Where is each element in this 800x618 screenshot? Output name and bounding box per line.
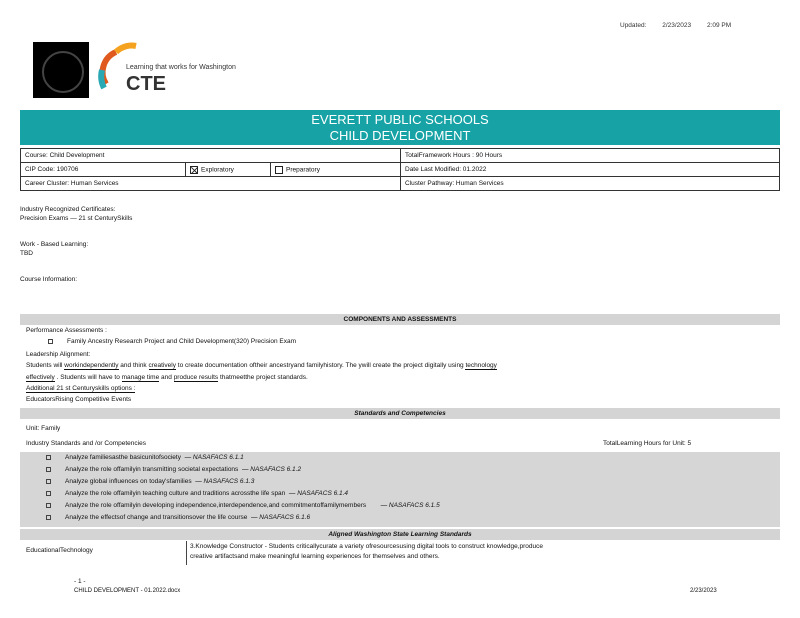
wbl-label: Work - Based Learning: [20, 241, 89, 248]
bullet-icon [46, 515, 51, 520]
leadership-line-1: Students will workindependently and think creatively to create documentation oftheir ancestryand familyhistory. The ywill create the project digitally using technology [26, 362, 497, 369]
cluster-pathway-cell: Cluster Pathway: Human Services [401, 177, 780, 191]
preparatory-cell: Preparatory [271, 163, 401, 177]
cte-logo [94, 40, 264, 98]
course-cell: Course: Child Development [21, 149, 401, 163]
aligned-right-line-2: creative artifactsand make meaningful learning experiences for themselves and others. [190, 553, 440, 560]
updated-stamp: Updated: 2/23/2023 2:09 PM [620, 22, 732, 29]
certificates-label: Industry Recognized Certificates: [20, 206, 116, 213]
school-seal-logo [33, 42, 89, 98]
svg-text:CTE: CTE [126, 73, 166, 95]
certificates-block [20, 205, 132, 223]
standard-item-2: Analyze the role offamilyin transmitting societal expectations — NASAFACS 6.1.2 [46, 466, 301, 473]
wbl-value: TBD [20, 250, 33, 257]
standards-list [20, 452, 780, 527]
industry-standards-label: Industry Standards and /or Competencies [26, 440, 146, 447]
footer-doc-name: CHILD DEVELOPMENT - 01.2022.docx [74, 588, 181, 594]
banner-line-1: EVERETT PUBLIC SCHOOLS [311, 112, 489, 127]
aligned-right-line-1: 3.Knowledge Constructor - Students criticallycurate a variety ofresourcesusing digital tools to construct knowledge,produce [190, 543, 543, 550]
components-header: COMPONENTS AND ASSESSMENTS [20, 314, 780, 325]
performance-item: Family Ancestry Research Project and Child Development(320) Precision Exam [48, 338, 296, 345]
bullet-icon [46, 491, 51, 496]
bullet-icon [48, 339, 53, 344]
course-info-table [20, 148, 780, 191]
bullet-icon [46, 503, 51, 508]
exploratory-checkbox[interactable] [190, 166, 198, 174]
standards-header: Standards and Competencies [20, 408, 780, 419]
date-modified-cell: Date Last Modified: 01.2022 [401, 163, 780, 177]
preparatory-checkbox[interactable] [275, 166, 283, 174]
competitive-events: EducatorsRising Competitive Events [26, 396, 132, 403]
standard-item-4: Analyze the role offamilyin teaching culture and traditions acrossthe life span — NASAFACS 6.1.4 [46, 490, 348, 497]
wbl-block [20, 240, 88, 258]
total-hours-cell: TotalFramework Hours : 90 Hours [401, 149, 780, 163]
bullet-icon [46, 467, 51, 472]
title-banner [20, 110, 780, 145]
standard-item-3: Analyze global influences on today'sfamilies — NASAFACS 6.1.3 [46, 478, 254, 485]
aligned-left-label: EducationalTechnology [26, 547, 93, 554]
bullet-icon [46, 455, 51, 460]
exploratory-cell: Exploratory [186, 163, 271, 177]
leadership-label: Leadership Alignment: [26, 351, 91, 358]
standard-item-6: Analyze the effectsof change and transitionsover the life course — NASAFACS 6.1.6 [46, 514, 310, 521]
standard-item-1: Analyze familiesasthe basicunitofsociety — NASAFACS 6.1.1 [46, 454, 244, 461]
bullet-icon [46, 479, 51, 484]
footer-date: 2/23/2023 [690, 588, 717, 594]
course-info-label: Course Information: [20, 276, 78, 283]
standard-item-5: Analyze the role offamilyin developing independence,interdependence,and commitmentoffamilymembers — NASAFACS 6.1.5 [46, 502, 440, 509]
banner-line-2: CHILD DEVELOPMENT [329, 128, 471, 143]
unit-hours: TotalLearning Hours for Unit: 5 [603, 440, 692, 447]
career-cluster-cell: Career Cluster: Human Services [21, 177, 401, 191]
additional-skills: Additional 21 st Centuryskills options : [26, 385, 136, 392]
aligned-header: Aligned Washington State Learning Standards [20, 529, 780, 540]
svg-text:Learning that works for Washin: Learning that works for Washington [126, 64, 236, 71]
certificates-value: Precision Exams — 21 st CenturySkills [20, 215, 133, 222]
cip-cell: CIP Code: 190706 [21, 163, 186, 177]
footer-page-number: - 1 - [74, 578, 86, 585]
leadership-line-2: effectively . Students will have to manage time and produce results thatmeetthe project standards. [26, 374, 308, 381]
performance-label: Performance Assessments : [26, 327, 107, 334]
unit-label: Unit: Family [26, 425, 61, 432]
